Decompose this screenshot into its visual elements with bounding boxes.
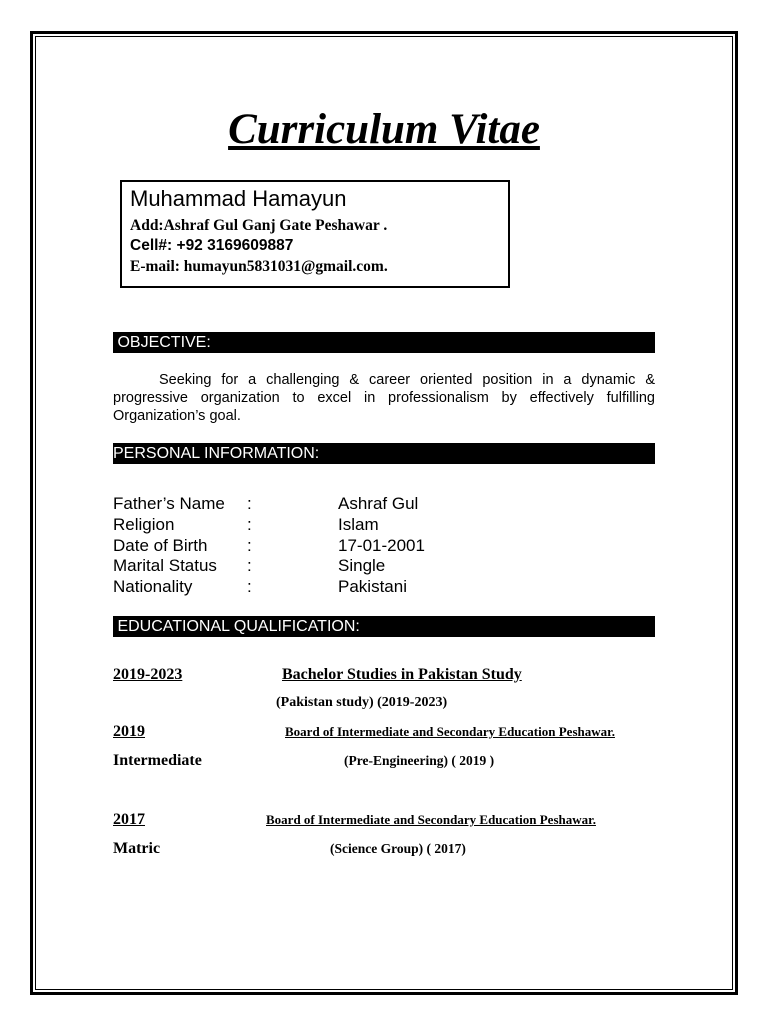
edu-level-matric: Matric (113, 840, 161, 857)
edu-detail-bachelor: (Pakistan study) (2019-2023) (276, 695, 448, 710)
edu-board-intermediate: Board of Intermediate and Secondary Education Peshawar. (285, 724, 615, 739)
pi-value-marital: Single (338, 556, 386, 575)
contact-email: E-mail: humayun5831031@gmail.com. (130, 258, 388, 275)
edu-detail-intermediate: (Pre-Engineering) ( 2019 ) (344, 753, 495, 768)
pi-value-religion: Islam (338, 515, 379, 534)
edu-level-intermediate: Intermediate (113, 752, 202, 769)
edu-detail-matric: (Science Group) ( 2017) (330, 841, 466, 856)
pi-colon: : (247, 494, 252, 513)
personal-info-heading: PERSONAL INFORMATION: (113, 443, 655, 464)
document-title: Curriculum Vitae (228, 106, 540, 153)
edu-year-intermediate: 2019 (113, 723, 145, 740)
edu-board-matric: Board of Intermediate and Secondary Education Peshawar. (266, 812, 596, 827)
edu-year-bachelor: 2019-2023 (113, 666, 183, 683)
pi-colon: : (247, 556, 252, 575)
pi-value-father: Ashraf Gul (338, 494, 419, 513)
edu-year-matric: 2017 (113, 811, 145, 828)
pi-label-father: Father’s Name (113, 494, 225, 513)
pi-colon: : (247, 515, 252, 534)
pi-colon: : (247, 536, 252, 555)
pi-label-nationality: Nationality (113, 577, 193, 596)
pi-label-marital: Marital Status (113, 556, 217, 575)
pi-label-dob: Date of Birth (113, 536, 208, 555)
pi-value-dob: 17-01-2001 (338, 536, 425, 555)
edu-title-bachelor: Bachelor Studies in Pakistan Study (282, 666, 522, 683)
education-heading: EDUCATIONAL QUALIFICATION: (113, 616, 655, 637)
pi-label-religion: Religion (113, 515, 175, 534)
pi-value-nationality: Pakistani (338, 577, 407, 596)
contact-name: Muhammad Hamayun (130, 186, 347, 211)
contact-box (120, 180, 510, 288)
objective-heading: OBJECTIVE: (113, 332, 655, 353)
objective-text: Seeking for a challenging & career oriented position in a dynamic & progressive organization to excel in professionalism by effectively fulfilling Organization’s goal. (113, 372, 655, 424)
pi-colon: : (247, 577, 252, 596)
contact-cell: Cell#: +92 3169609887 (130, 237, 294, 254)
contact-address: Add:Ashraf Gul Ganj Gate Peshawar . (130, 217, 388, 234)
